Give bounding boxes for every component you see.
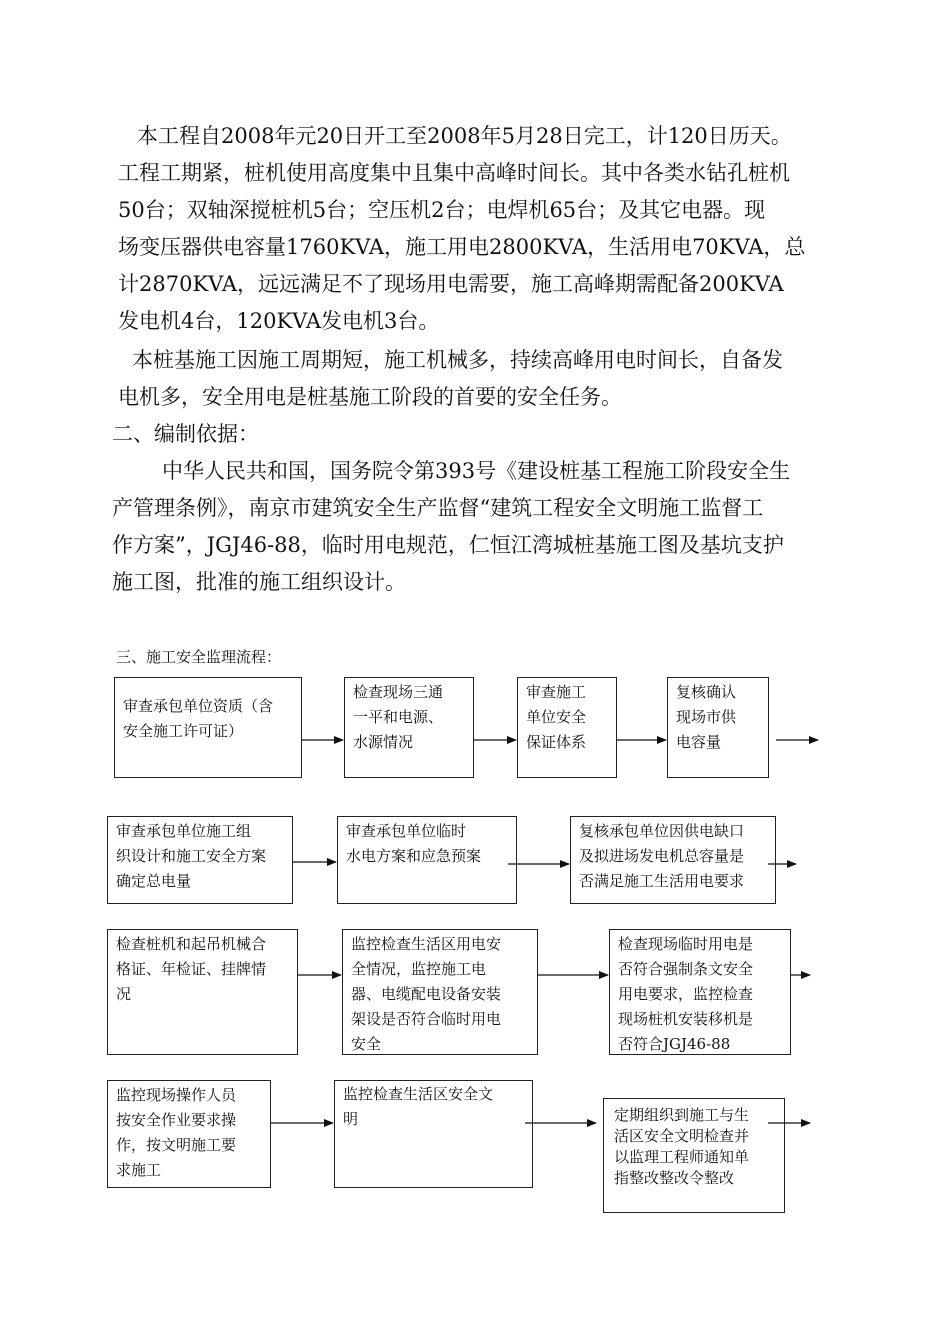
flow-box-line: 检查现场临时用电是 <box>618 935 754 953</box>
flow-box-line: 一平和电源、 <box>353 708 444 726</box>
flow-box-line: 复核确认 <box>676 683 737 701</box>
flow-box-line: 作，按文明施工要 <box>116 1136 237 1154</box>
intro-line: 场变压器供电容量1760KVA，施工用电2800KVA，生活用电70KVA，总 <box>118 235 806 259</box>
flow-box-line: 复核承包单位因供电缺口 <box>579 822 745 840</box>
flow-box-line: 明 <box>343 1110 359 1128</box>
basis-line: 作方案”，JGJ46-88，临时用电规范，仁恒江湾城桩基施工图及基坑支护 <box>112 533 784 557</box>
flow-box-line: 否符合JGJ46-88 <box>618 1035 731 1053</box>
flow-box-line: 检查现场三通 <box>353 683 444 701</box>
flow-box-line: 监控现场操作人员 <box>116 1086 237 1104</box>
intro-line: 50台；双轴深搅桩机5台；空压机2台；电焊机65台；及其它电器。现 <box>118 198 766 222</box>
flow-box-line: 指整改整改令整改 <box>614 1169 735 1187</box>
flow-box-line: 按安全作业要求操 <box>116 1111 237 1129</box>
flow-box-line: 监控检查生活区安全文 <box>343 1085 494 1103</box>
flow-box-line: 况 <box>116 985 132 1003</box>
flow-box-line: 器、电缆配电设备安装 <box>351 985 502 1003</box>
flow-box-line: 审查施工 <box>526 683 587 701</box>
flow-box-line: 及拟进场发电机总容量是 <box>579 847 745 865</box>
basis-line: 施工图，批准的施工组织设计。 <box>112 570 406 594</box>
flow-box-line: 现场市供 <box>676 708 737 726</box>
flow-box-line: 用电要求，监控检查 <box>618 985 754 1003</box>
flow-box-line: 审查承包单位资质（含 <box>123 697 274 715</box>
intro-line: 计2870KVA，远远满足不了现场用电需要，施工高峰期需配备200KVA <box>118 272 784 296</box>
flow-box-line: 审查承包单位施工组 <box>116 822 252 840</box>
section2-heading-text: 二、编制依据： <box>112 422 259 446</box>
intro-line: 工程工期紧，桩机使用高度集中且集中高峰时间长。其中各类水钻孔桩机 <box>118 161 790 185</box>
flow-box-line: 以监理工程师通知单 <box>614 1148 750 1166</box>
basis-line: 中华人民共和国，国务院令第393号《建设桩基工程施工阶段安全生 <box>162 459 791 483</box>
flow-box-line: 织设计和施工安全方案 <box>116 847 267 865</box>
flow-box-line: 全情况，监控施工电 <box>351 960 487 978</box>
pile-line: 本桩基施工因施工周期短，施工机械多，持续高峰用电时间长，自备发 <box>132 348 783 372</box>
flow-box-line: 定期组织到施工与生 <box>614 1106 750 1124</box>
flow-box-line: 现场桩机安装移机是 <box>618 1010 754 1028</box>
intro-line: 本工程自2008年元20日开工至2008年5月28日完工，计120日历天。 <box>137 124 792 148</box>
flow-box-line: 求施工 <box>116 1161 162 1179</box>
flow-box-line: 确定总电量 <box>116 872 192 890</box>
flow-box-line: 活区安全文明检查并 <box>614 1127 750 1145</box>
flow-box-line: 否符合强制条文安全 <box>618 960 754 978</box>
flow-box-line: 架设是否符合临时用电 <box>351 1010 502 1028</box>
flow-box-line: 单位安全 <box>526 708 587 726</box>
flow-box-line: 水源情况 <box>353 733 414 751</box>
flow-box-line: 否满足施工生活用电要求 <box>579 872 745 890</box>
flow-box-line: 格证、年检证、挂牌情 <box>116 960 267 978</box>
pile-line: 电机多，安全用电是桩基施工阶段的首要的安全任务。 <box>118 385 622 409</box>
intro-line: 发电机4台，120KVA发电机3台。 <box>118 309 440 333</box>
basis-line: 产管理条例》，南京市建筑安全生产监督“建筑工程安全文明施工监督工 <box>112 496 764 520</box>
flow-box-line: 安全 <box>351 1035 382 1053</box>
flow-box-line: 水电方案和应急预案 <box>346 847 482 865</box>
flow-box-line: 检查桩机和起吊机械合 <box>116 935 267 953</box>
flow-box-line: 审查承包单位临时 <box>346 822 467 840</box>
flow-box-line: 保证体系 <box>526 733 587 751</box>
flow-box-line: 监控检查生活区用电安 <box>351 935 502 953</box>
flow-box-line: 安全施工许可证） <box>123 722 244 740</box>
section3-heading: 三、施工安全监理流程： <box>116 648 282 666</box>
flow-box-line: 电容量 <box>676 733 722 751</box>
